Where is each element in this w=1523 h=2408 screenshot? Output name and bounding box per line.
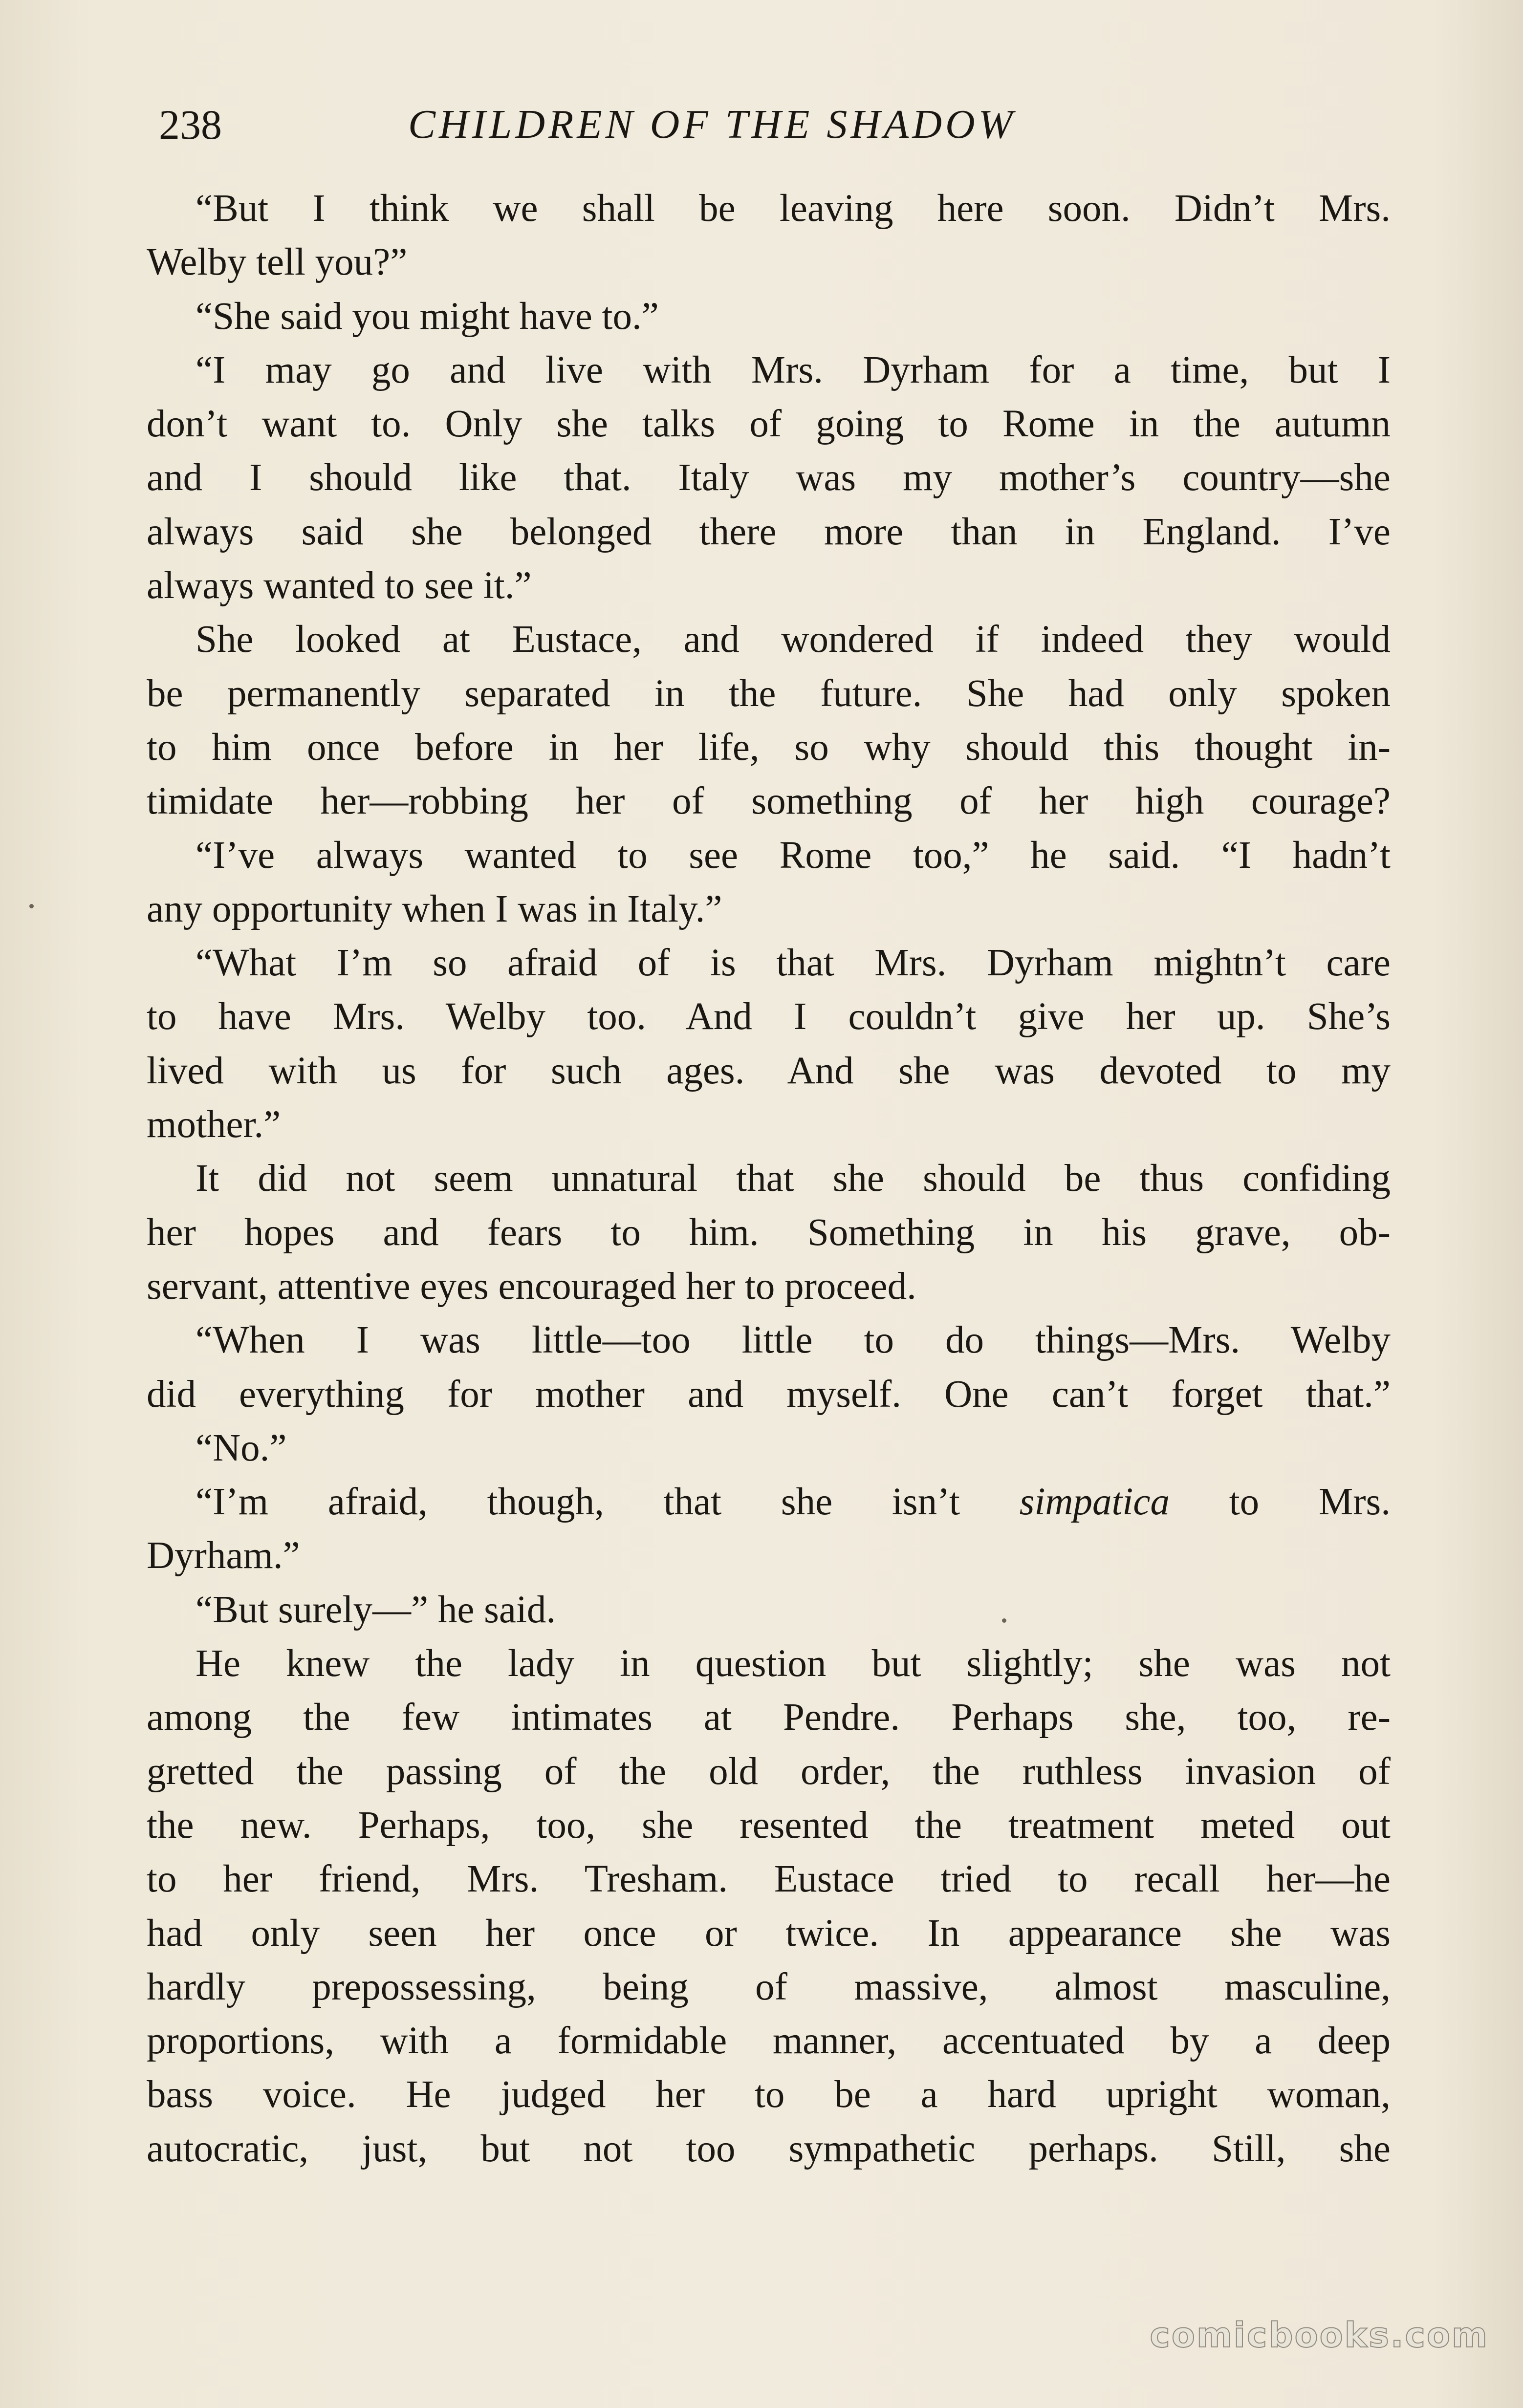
page-number: 238 [159, 101, 222, 148]
text-line: Welby tell you?” [147, 241, 408, 284]
text-line: timidate her—robbing her of something of her high courage? [147, 780, 1391, 823]
text-line: mother.” [147, 1103, 281, 1146]
text-line: It did not seem unnatural that she should be thus confiding [196, 1157, 1391, 1200]
text-line: always said she belonged there more than in England. I’ve [147, 510, 1391, 553]
text-line: servant, attentive eyes encouraged her to proceed. [147, 1265, 916, 1308]
italic-word: simpatica [1019, 1481, 1170, 1524]
body-text [147, 182, 1391, 2176]
text-line: He knew the lady in question but slightly; she was not [196, 1642, 1391, 1685]
page-header [159, 95, 1395, 154]
text-line: the new. Perhaps, too, she resented the treatment meted out [147, 1804, 1391, 1847]
text-line: “But surely—” he said. [196, 1588, 556, 1631]
text-line: did everything for mother and myself. One can’t forget that.” [147, 1373, 1391, 1416]
text-line: “When I was little—too little to do things—Mrs. Welby [196, 1319, 1391, 1362]
text-line: “No.” [196, 1426, 287, 1469]
text-line: had only seen her once or twice. In appearance she was [147, 1912, 1391, 1955]
text-line: “What I’m so afraid of is that Mrs. Dyrham mightn’t care [196, 942, 1391, 985]
text-line: to him once before in her life, so why should this thought in- [147, 726, 1391, 769]
text-line: autocratic, just, but not too sympathetic perhaps. Still, she [147, 2127, 1391, 2170]
text-line: bass voice. He judged her to be a hard upright woman, [147, 2073, 1391, 2116]
text-line: “I may go and live with Mrs. Dyrham for a time, but I [196, 348, 1391, 391]
text-line: to her friend, Mrs. Tresham. Eustace tried to recall her—he [147, 1858, 1391, 1901]
text-line: and I should like that. Italy was my mother’s country—she [147, 456, 1391, 499]
paper-speck [29, 904, 34, 908]
text-line: hardly prepossessing, being of massive, almost masculine, [147, 1965, 1391, 2008]
paper-speck [1002, 1618, 1006, 1623]
text-line: any opportunity when I was in Italy.” [147, 887, 722, 930]
text-line: gretted the passing of the old order, the ruthless invasion of [147, 1750, 1391, 1793]
text-line: “I’m afraid, though, that she isn’t simpatica to Mrs. [196, 1481, 1391, 1524]
text-line: be permanently separated in the future. She had only spoken [147, 672, 1391, 715]
watermark-logo: comicbooks.com [1150, 2315, 1489, 2355]
text-line: “But I think we shall be leaving here soon. Didn’t Mrs. [196, 187, 1391, 230]
running-head: CHILDREN OF THE SHADOW [408, 102, 1016, 147]
text-line: don’t want to. Only she talks of going to Rome in the autumn [147, 403, 1391, 446]
text-line: lived with us for such ages. And she was devoted to my [147, 1049, 1391, 1092]
text-line: She looked at Eustace, and wondered if indeed they would [196, 618, 1391, 661]
text-line: among the few intimates at Pendre. Perhaps she, too, re- [147, 1696, 1391, 1739]
text-line: proportions, with a formidable manner, accentuated by a deep [147, 2020, 1391, 2063]
text-line: to have Mrs. Welby too. And I couldn’t give her up. She’s [147, 995, 1391, 1038]
text-line: “She said you might have to.” [196, 295, 659, 338]
text-line: her hopes and fears to him. Something in his grave, ob- [147, 1211, 1391, 1254]
text-line: Dyrham.” [147, 1534, 300, 1577]
text-line: “I’ve always wanted to see Rome too,” he said. “I hadn’t [196, 834, 1391, 877]
text-line: always wanted to see it.” [147, 564, 532, 607]
